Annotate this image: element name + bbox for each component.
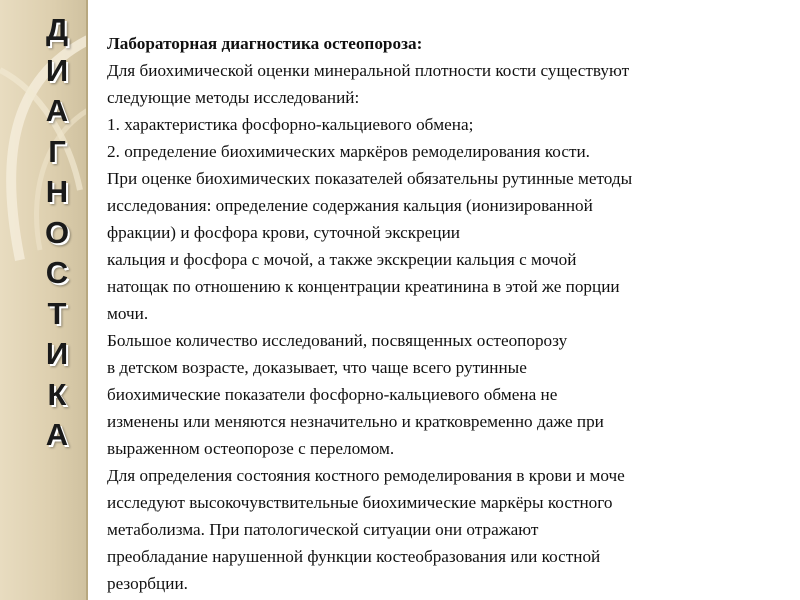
text-line: При оценке биохимических показателей обязательны рутинные методы <box>107 169 633 188</box>
vertical-letter: О <box>44 214 70 250</box>
vertical-letter: Н <box>45 174 69 209</box>
text-line: следующие методы исследований: <box>107 88 360 107</box>
vertical-letter: А <box>45 417 69 452</box>
vertical-letter: И <box>45 336 69 371</box>
sidebar-divider <box>86 0 88 600</box>
vertical-letter: Г <box>48 133 66 169</box>
slide-heading: Лабораторная диагностика остеопороза: <box>107 34 423 53</box>
vertical-letter: С <box>45 255 69 290</box>
slide-body-text <box>107 30 787 597</box>
text-line: биохимические показатели фосфорно-кальциевого обмена не <box>107 385 558 404</box>
text-line: исследуют высокочувствительные биохимические маркёры костного <box>107 493 613 512</box>
text-line: резорбции. <box>107 574 188 593</box>
vertical-letter: К <box>47 376 67 412</box>
text-line: мочи. <box>107 304 149 323</box>
decorative-sidebar <box>0 0 88 600</box>
vertical-letter: И <box>45 52 69 88</box>
text-line: Для биохимической оценки минеральной плотности кости существуют <box>107 61 630 80</box>
text-line: кальция и фосфора с мочой, а также экскреции кальция с мочой <box>107 250 577 269</box>
text-line: в детском возрасте, доказывает, что чаще всего рутинные <box>107 358 527 377</box>
vertical-letter: А <box>45 93 69 128</box>
vertical-title <box>34 10 80 456</box>
text-line: Большое количество исследований, посвященных остеопорозу <box>107 331 568 350</box>
text-line: преобладание нарушенной функции костеобразования или костной <box>107 547 601 566</box>
text-line: изменены или меняются незначительно и кратковременно даже при <box>107 412 604 431</box>
text-line: фракции) и фосфора крови, суточной экскреции <box>107 223 460 242</box>
text-line: Для определения состояния костного ремоделирования в крови и моче <box>107 466 625 485</box>
vertical-letter: Д <box>45 12 69 47</box>
text-line: исследования: определение содержания кальция (ионизированной <box>107 196 593 215</box>
text-line: 1. характеристика фосфорно-кальциевого обмена; <box>107 115 474 134</box>
text-line: 2. определение биохимических маркёров ремоделирования кости. <box>107 142 590 161</box>
text-line: натощак по отношению к концентрации креатинина в этой же порции <box>107 277 620 296</box>
text-line: выраженном остеопорозе с переломом. <box>107 439 395 458</box>
text-line: метаболизма. При патологической ситуации они отражают <box>107 520 539 539</box>
vertical-letter: Т <box>47 295 67 331</box>
